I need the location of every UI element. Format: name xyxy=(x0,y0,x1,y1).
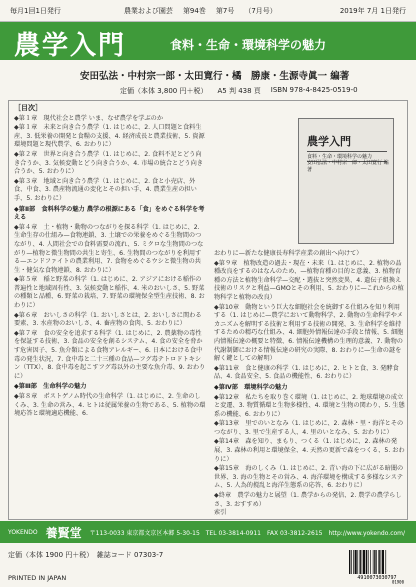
toc-chapter: ◆第12章 私たちを取り巻く環境（1. はじめに、2. 地球環境の成立と変遷、3. 物質循環と生物多様性、4. 環境と生物の関わり、5. 生態系の機能、6. おわりに） xyxy=(214,393,405,418)
volume: 第94巻 xyxy=(182,6,206,15)
toc-entry: おわりに—新たな健康長寿科学産業の創出へ向けて） xyxy=(214,250,363,257)
barcode-bar xyxy=(360,550,361,574)
toc-chapter: ◆第４章 土・植物・動物のつながりを探る科学（1. はじめに、2. 生命生存の仕組み—食物連鎖、3. 土壌での栄養をめぐる生物間のつながり、4. 人間社会での食料需要の流れ、5. ミクロな生物間のつながり—植物と微生物間の共生と寄生、6. 生物間のつながりを利用する—エンドファイトの農業利用、7. 食物をめぐるウシと微生物の共生・健気な食物連鎖、8. おわりに） xyxy=(14,223,204,274)
toc-part: ◆第Ⅱ部 食料科学の魅力 農学の根源にある「食」をめぐる科学を考える xyxy=(14,205,205,222)
barcode-bar xyxy=(362,550,363,574)
barcode-bar xyxy=(382,550,384,574)
barcode-bar xyxy=(368,550,369,574)
barcode xyxy=(346,548,408,584)
toc-chapter: ◆第１章 現代社会と農学 いま、なぜ農学を学ぶのか xyxy=(14,114,164,122)
book-subtitle: 食料・生命・環境科学の魅力 xyxy=(170,38,327,52)
publisher-name: 養賢堂 xyxy=(45,525,82,540)
toc-part: ◆第Ⅳ部 環境科学の魅力 xyxy=(214,383,288,391)
toc-chapter: ◆第５章 稲と野菜の科学（1. はじめに、2. アジアにおける稲作の普遍性と地域固有性、3. 気候変動と稲作、4. 米のおいしさ、5. 野菜の種類と品種、6. 野菜の栽培、7. 野菜の環境保全型生産技術、8. おわりに） xyxy=(14,276,205,310)
toc-chapter: ◆第３章 地域と向き合う農学（1. はじめに、2. 食と小売店、外食、中食、3. 農産物流通の変化とその担い手、4. 農業生産の担い手、5. おわりに） xyxy=(14,177,197,202)
book-cover-subtitle: 食料・生命・環境科学の魅力 xyxy=(307,151,387,162)
publisher-address: 〒113-0033 東京都文京区本郷 5-30-15 TEL 03-3814-0911 FAX 03-3812-2615 http://www.yokendo.com/ xyxy=(89,529,406,537)
barcode-suffix: 01900 xyxy=(391,579,404,584)
toc-chapter: ◆第８章 ポストゲノム時代の生命科学（1. はじめに、2. 生命のしくみ、3. 生命の営み、4. ヒトは従属栄養の生物である、5. 植物の環境応答と環境適応機能、6. xyxy=(14,393,206,418)
barcode-bar xyxy=(381,550,382,574)
toc-chapter: ◆第９章 植物改造の過去・現在・未来（1. はじめに、2. 植物の品種改良をするのはなんのため、—植物育種の目的と意義、3. 植物育種の方法と植物生命科学—交配・選抜と突然変異、4. 遺伝子組換え技術のリスクと利益—GMOとその利用、5. おわりに—これからの植物科学と植物の改良） xyxy=(214,259,404,301)
toc-chapter: ◆第14章 森を知り、まもり、つくる（1. はじめに、2. 森林の発展、3. 森林の利用と環境保全、4. 天然の更新で森をつくる、5. おわりに） xyxy=(214,438,405,463)
publisher-bar xyxy=(0,521,416,543)
publish-date: 2019年 7月 1日発行 xyxy=(339,6,406,15)
toc-chapter: ◆第６章 おいしさの科学（1. おいしさとは、2. おいしさに関わる要素、3. 水産物のおいしさ、4. 畜産物の食肉、5. おわりに） xyxy=(14,311,202,328)
magazine-meta xyxy=(124,6,277,16)
barcode-bar xyxy=(385,550,386,574)
header-bar xyxy=(0,0,416,22)
barcode-bar xyxy=(351,550,352,574)
barcode-bar xyxy=(353,550,354,574)
book-title: 農学入門 xyxy=(14,31,127,61)
book-cover-authors: 安田弘法・中村宗一郎・太田寛行 編著 xyxy=(307,160,389,173)
issue-month: （7月号） xyxy=(244,6,277,15)
barcode-bar xyxy=(376,550,377,574)
magazine-title: 農業および園芸 xyxy=(123,6,173,15)
format: A5 判 438 頁 xyxy=(217,87,261,95)
publisher-en: YOKENDO xyxy=(8,528,38,536)
toc-chapter: ◆第10章 動物という巨大な細胞社会を統御する仕組みを知り利用する（1. はじめに—農学において動物科学、2. 動物の生命科学やメカニズムを解明する技術と利用する技術の開発、3. 生命科学を維持するための精巧な仕組み、4. 細胞外情報伝達の手段と情報、5. 細胞内情報伝達の概要と特徴、6. 情報伝達機構の生理的意義、7. 動物の代謝制御における情報伝達の研究の実際、8. おわりに—生命の謎を解く鍵としての解明） xyxy=(214,303,404,363)
toc-chapter: ◆第１章 未来と向き合う農学（1. はじめに、2. 人口問題と食料生産、3. 低栄養の開発と食糧の支援、4. 経済成長と農業技術、5. 資源環境問題と現代農学、6. おわりに） xyxy=(14,124,205,149)
toc-part: ◆第Ⅲ部 生命科学の魅力 xyxy=(14,383,87,391)
barcode-bar xyxy=(374,550,375,574)
bottom-info xyxy=(8,548,408,584)
barcode-bar xyxy=(378,550,379,574)
toc-heading: ［目次］ xyxy=(14,104,42,112)
barcode-bar xyxy=(370,550,371,574)
toc-entry: 索引 xyxy=(214,509,227,517)
toc-chapter: ◆第７章 食の安全を追求する科学（1. はじめに、2. 農薬物の毒性を保証する技術、3. 食品の安全を創るシステム、4. 食の安全を脅かす危害因子、5. 魚介類による食物アレルギー、6. 日本における食中毒の発生状況、7. 食中毒と二十三種の食品—フグ毒テトロドトキシン（TTX）、8. 食中毒を起こすフグ毒以外の主要な魚介毒、9. おわりに） xyxy=(14,329,206,380)
title-banner xyxy=(0,22,416,60)
barcode-bar xyxy=(357,550,358,574)
toc-chapter: ◆第２章 世界と向き合う農学（1. はじめに、2. 食料不足とどう向き合うか、3. 気候変動とどう向き合うか、4. 市場の統合とどう向き合うか、5. おわりに） xyxy=(14,150,203,176)
barcode-number: 4910073030797 xyxy=(357,575,397,581)
barcode-bar xyxy=(355,550,357,574)
toc-left-column xyxy=(14,104,206,419)
authors-line: 安田弘法・中村宗一郎・太田寛行・橘 勝康・生源寺眞一 編著 xyxy=(80,71,350,82)
toc-chapter: ◆第15章 海のしくみ（1. はじめに、2. 青い海の下に広がる暗闇の世界、3. 海の生物とその営み、4. 海洋環境を構成する多様なシステム、5. 人為的撹乱と海洋生態系の応答、6. おわりに） xyxy=(214,465,404,490)
price-line xyxy=(120,86,358,96)
price: 定価（本体 3,800 円＋税） xyxy=(120,87,208,95)
isbn: ISBN 978-4-8425-0519-0 xyxy=(270,86,358,94)
barcode-bar xyxy=(349,550,350,574)
toc-chapter: ◆第11章 食と健康の科学（1. はじめに、2. ヒトと食、3. 発酵食品、4. 食品安全、5. 食品の機能性、6. おわりに） xyxy=(214,364,399,381)
book-cover-image xyxy=(298,118,394,244)
barcode-bar xyxy=(373,550,374,574)
magazine-price-code: 定価（本体 1900 円＋税） 雑誌コード 07303-7 xyxy=(8,551,164,559)
issue-number: 第7号 xyxy=(215,6,235,15)
issue-frequency: 毎月1回1日発行 xyxy=(10,6,61,15)
book-cover-title: 農学入門 xyxy=(307,135,351,148)
barcode-bar xyxy=(363,550,365,574)
toc-chapter: ◆終章 農学の魅力と展望（1. 農学からの発信、2. 農学の農学らしさ、3. おすすめ） xyxy=(214,492,402,508)
printed-in-japan: PRINTED IN JAPAN xyxy=(8,574,67,582)
barcode-bar xyxy=(366,550,367,574)
toc-chapter: ◆第13章 里でのいとなみ（1. はじめに、2. 森林・里・海洋とそのつながり、3. 里で生産する人、4. 里のいとなみ、5. おわりに） xyxy=(214,420,404,436)
